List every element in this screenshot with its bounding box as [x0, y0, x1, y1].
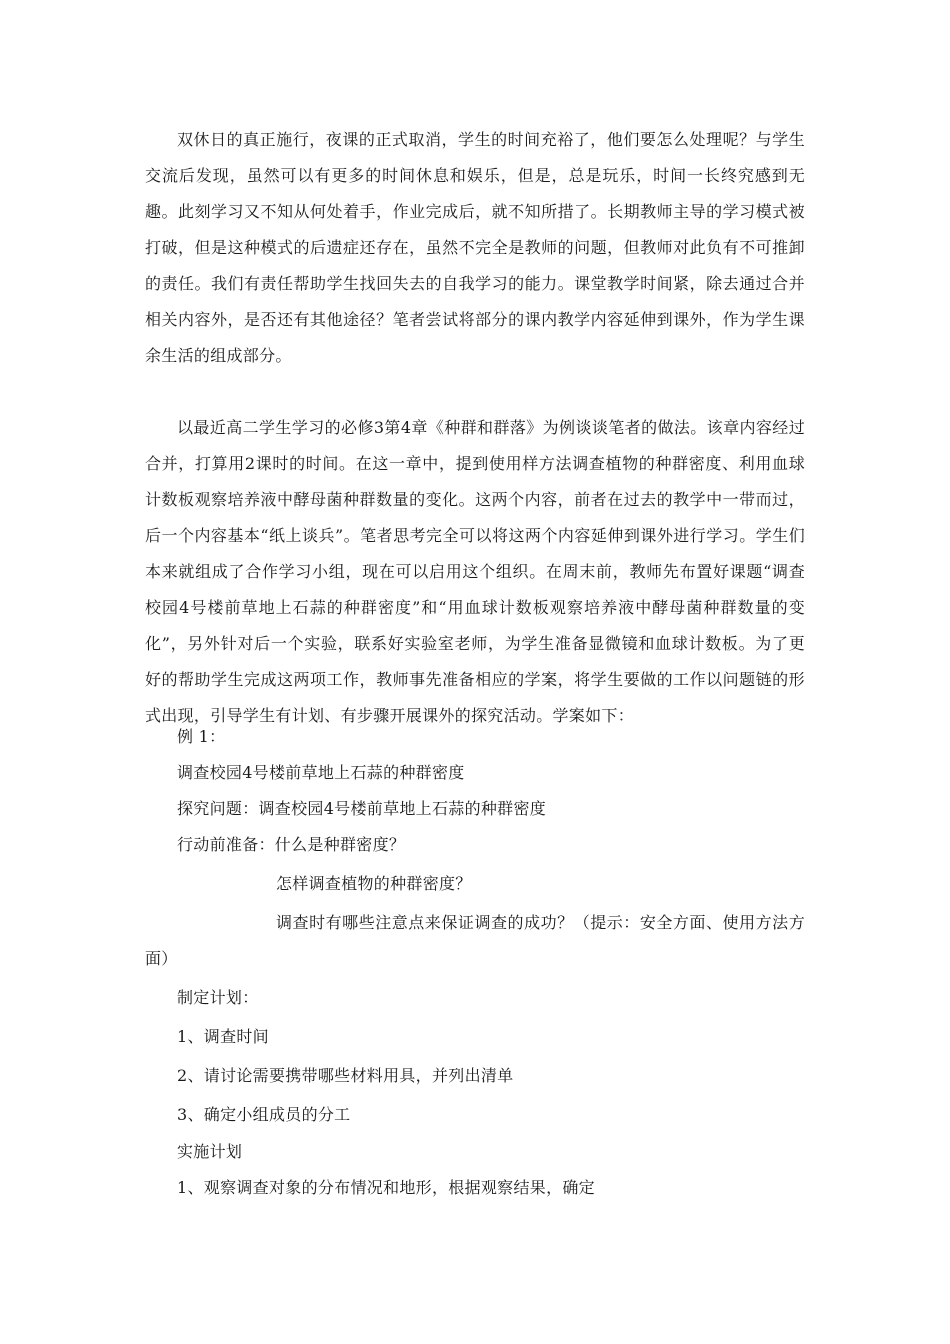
- prep-label: 行动前准备：什么是种群密度？: [177, 835, 406, 854]
- plan-label: 制定计划：: [177, 988, 259, 1007]
- implement-label: 实施计划: [177, 1142, 243, 1161]
- inquiry-question: 探究问题：调查校园4号楼前草地上石蒜的种群密度: [177, 799, 547, 818]
- plan-item: 1、调查时间: [177, 1027, 269, 1046]
- implement-item: 1、观察调查对象的分布情况和地形，根据观察结果，确定: [177, 1178, 595, 1197]
- plan-item: 2、请讨论需要携带哪些材料用具，并列出清单: [177, 1066, 514, 1085]
- plan-item: 3、确定小组成员的分工: [177, 1105, 351, 1124]
- prep-question-2: 怎样调查植物的种群密度？: [276, 874, 472, 893]
- paragraph-method: 以最近高二学生学习的必修3第4章《种群和群落》为例谈谈笔者的做法。该章内容经过合并，打算用2课时的时间。在这一章中，提到使用样方法调查植物的种群密度、利用血球计数板观察培养液中酵母菌种群数量的变化。这两个内容，前者在过去的教学中一带而过，后一个内容基本“纸上谈兵”。笔者思考完全可以将这两个内容延伸到课外进行学习。学生们本来就组成了合作学习小组，现在可以启用这个组织。在周末前，教师先布置好课题“调查校园4号楼前草地上石蒜的种群密度”和“用血球计数板观察培养液中酵母菌种群数量的变化”，另外针对后一个实验，联系好实验室老师，为学生准备显微镜和血球计数板。为了更好的帮助学生完成这两项工作，教师事先准备相应的学案，将学生要做的工作以问题链的形式出现，引导学生有计划、有步骤开展课外的探究活动。学案如下：: [145, 418, 805, 725]
- example-title: 调查校园4号楼前草地上石蒜的种群密度: [177, 763, 465, 782]
- example-label: 例 1：: [177, 727, 226, 746]
- prep-question-3: 调查时有哪些注意点来保证调查的成功？（提示：安全方面、使用方法方面）: [145, 913, 805, 968]
- paragraph-intro: 双休日的真正施行，夜课的正式取消，学生的时间充裕了，他们要怎么处理呢？与学生交流后发现，虽然可以有更多的时间休息和娱乐，但是，总是玩乐，时间一长终究感到无趣。此刻学习又不知从何处着手，作业完成后，就不知所措了。长期教师主导的学习模式被打破，但是这种模式的后遗症还存在，虽然不完全是教师的问题，但教师对此负有不可推卸的责任。我们有责任帮助学生找回失去的自我学习的能力。课堂教学时间紧，除去通过合并相关内容外，是否还有其他途径？笔者尝试将部分的课内教学内容延伸到课外，作为学生课余生活的组成部分。: [145, 130, 805, 365]
